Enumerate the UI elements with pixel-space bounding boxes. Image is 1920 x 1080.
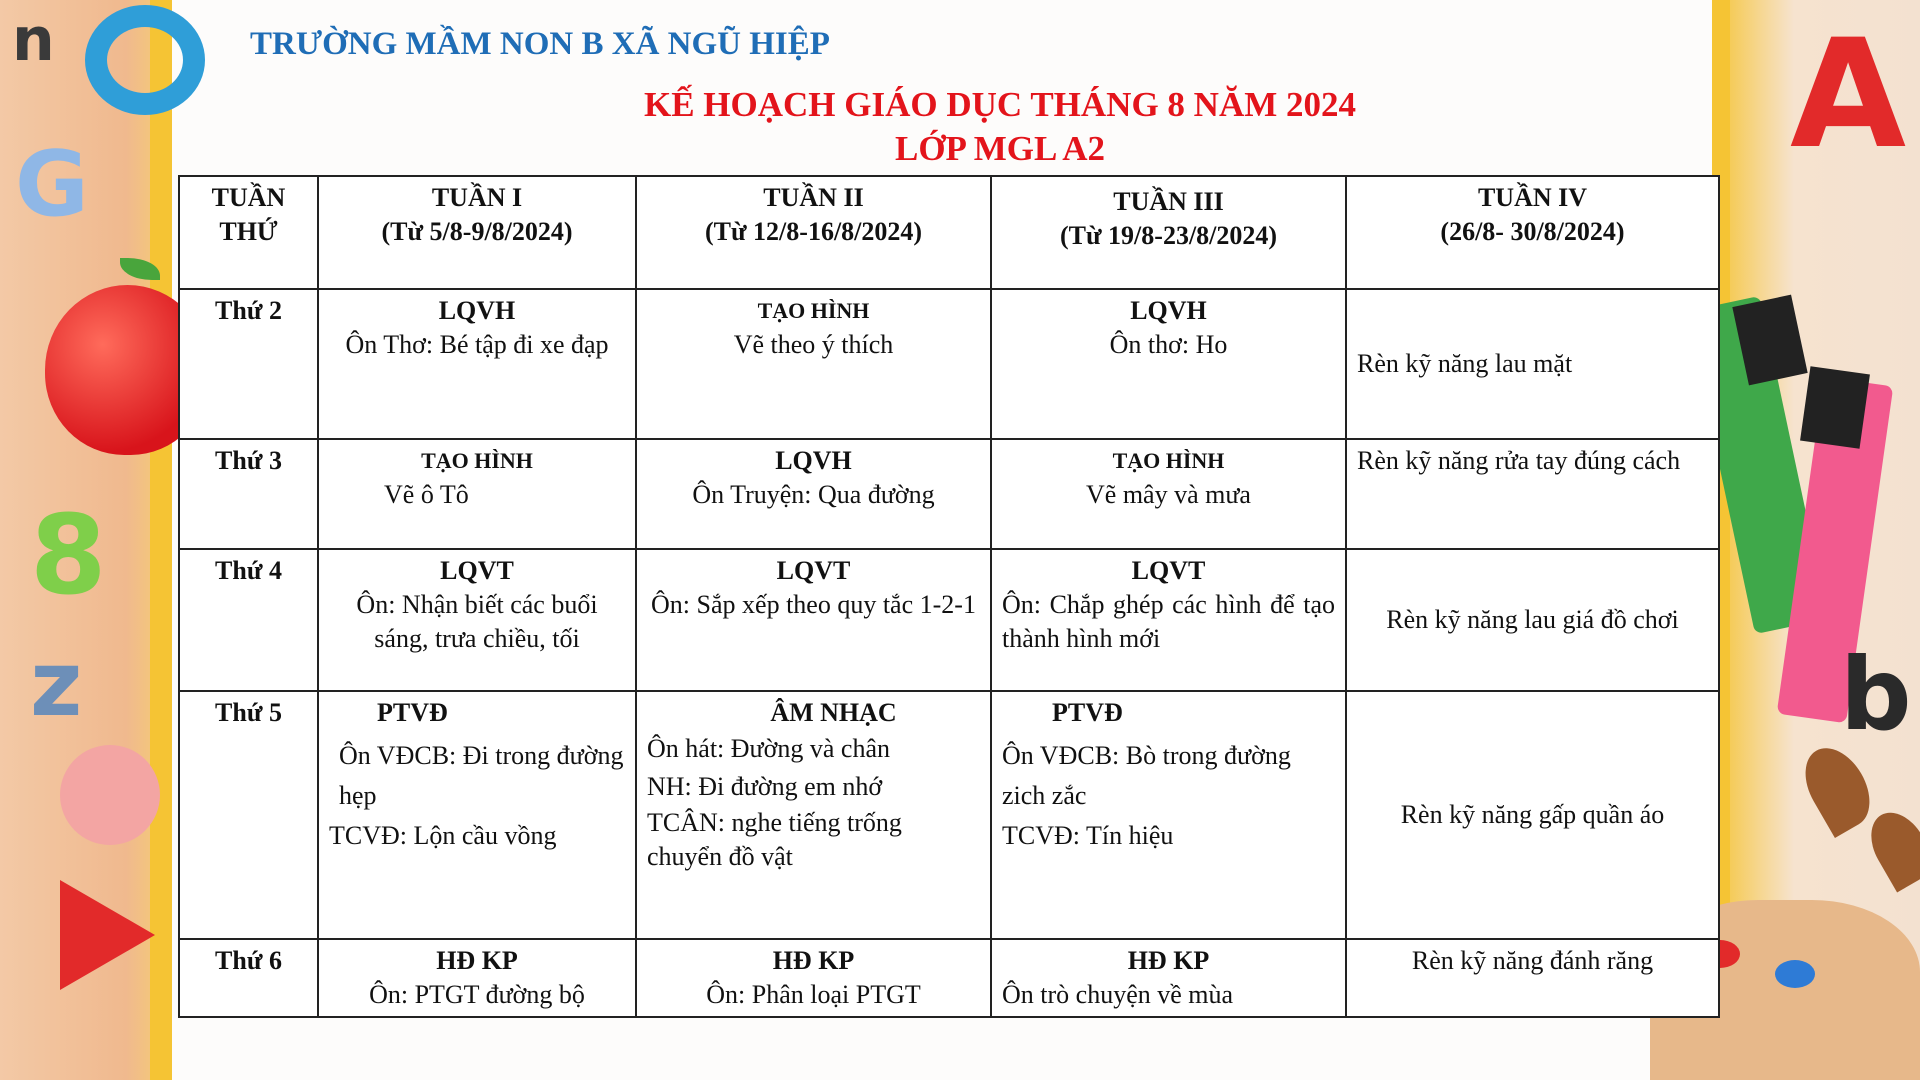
activity-cell: LQVT Ôn: Nhận biết các buổi sáng, trưa chiều, tối <box>318 549 636 691</box>
day-cell: Thứ 4 <box>179 549 318 691</box>
number-8-decoration: 8 <box>30 491 107 619</box>
activity-cell: PTVĐ Ôn VĐCB: Đi trong đường hẹp TCVĐ: Lộn cầu vồng <box>318 691 636 939</box>
day-cell: Thứ 3 <box>179 439 318 549</box>
activity-cell: HĐ KP Ôn: PTGT đường bộ <box>318 939 636 1017</box>
school-name: TRƯỜNG MẦM NON B XÃ NGŨ HIỆP <box>250 26 830 62</box>
letter-o-ring-decoration <box>85 5 205 115</box>
letter-n-decoration: n <box>12 5 55 75</box>
activity-cell: LQVT Ôn: Sắp xếp theo quy tắc 1-2-1 <box>636 549 991 691</box>
skill-cell: Rèn kỹ năng lau mặt <box>1346 289 1719 439</box>
day-cell: Thứ 5 <box>179 691 318 939</box>
skill-cell: Rèn kỹ năng đánh răng <box>1346 939 1719 1017</box>
activity-cell: HĐ KP Ôn: Phân loại PTGT <box>636 939 991 1017</box>
activity-cell: LQVT Ôn: Chắp ghép các hình để tạo thành hình mới <box>991 549 1346 691</box>
triangle-icon <box>60 880 155 990</box>
day-cell: Thứ 6 <box>179 939 318 1017</box>
letter-g-decoration: G <box>15 132 89 237</box>
paint-dot-icon <box>1775 960 1815 988</box>
table-row <box>179 289 1719 439</box>
letter-z-decoration: z <box>30 632 83 737</box>
week-header-3: TUẦN III (Từ 19/8-23/8/2024) <box>991 176 1346 289</box>
corner-header: TUẦN THỨ <box>179 176 318 289</box>
activity-cell: LQVH Ôn Thơ: Bé tập đi xe đạp <box>318 289 636 439</box>
plan-title-block <box>480 83 1520 171</box>
activity-cell: ÂM NHẠC Ôn hát: Đường và chân NH: Đi đường em nhớ TCÂN: nghe tiếng trống chuyển đồ vật <box>636 691 991 939</box>
day-cell: Thứ 2 <box>179 289 318 439</box>
star-icon <box>60 745 160 845</box>
table-header-row <box>179 176 1719 289</box>
letter-a-decoration: A <box>1790 8 1907 182</box>
pink-marker-cap-icon <box>1800 366 1870 449</box>
activity-cell: LQVH Ôn Truyện: Qua đường <box>636 439 991 549</box>
plan-title: KẾ HOẠCH GIÁO DỤC THÁNG 8 NĂM 2024 <box>643 85 1356 124</box>
week-header-2: TUẦN II (Từ 12/8-16/8/2024) <box>636 176 991 289</box>
skill-cell: Rèn kỹ năng gấp quần áo <box>1346 691 1719 939</box>
letter-b-decoration: b <box>1840 636 1912 753</box>
week-header-1: TUẦN I (Từ 5/8-9/8/2024) <box>318 176 636 289</box>
activity-cell: HĐ KP Ôn trò chuyện về mùa <box>991 939 1346 1017</box>
skill-cell: Rèn kỹ năng lau giá đồ chơi <box>1346 549 1719 691</box>
schedule-table <box>178 175 1720 1018</box>
activity-cell: LQVH Ôn thơ: Ho <box>991 289 1346 439</box>
week-header-4: TUẦN IV (26/8- 30/8/2024) <box>1346 176 1719 289</box>
table-row <box>179 939 1719 1017</box>
activity-cell: TẠO HÌNH Vẽ ô Tô <box>318 439 636 549</box>
class-name: LỚP MGL A2 <box>894 129 1106 168</box>
table-row <box>179 549 1719 691</box>
skill-cell: Rèn kỹ năng rửa tay đúng cách <box>1346 439 1719 549</box>
activity-cell: TẠO HÌNH Vẽ theo ý thích <box>636 289 991 439</box>
table-row <box>179 439 1719 549</box>
table-row <box>179 691 1719 939</box>
activity-cell: PTVĐ Ôn VĐCB: Bò trong đường zich zắc TCVĐ: Tín hiệu <box>991 691 1346 939</box>
activity-cell: TẠO HÌNH Vẽ mây và mưa <box>991 439 1346 549</box>
